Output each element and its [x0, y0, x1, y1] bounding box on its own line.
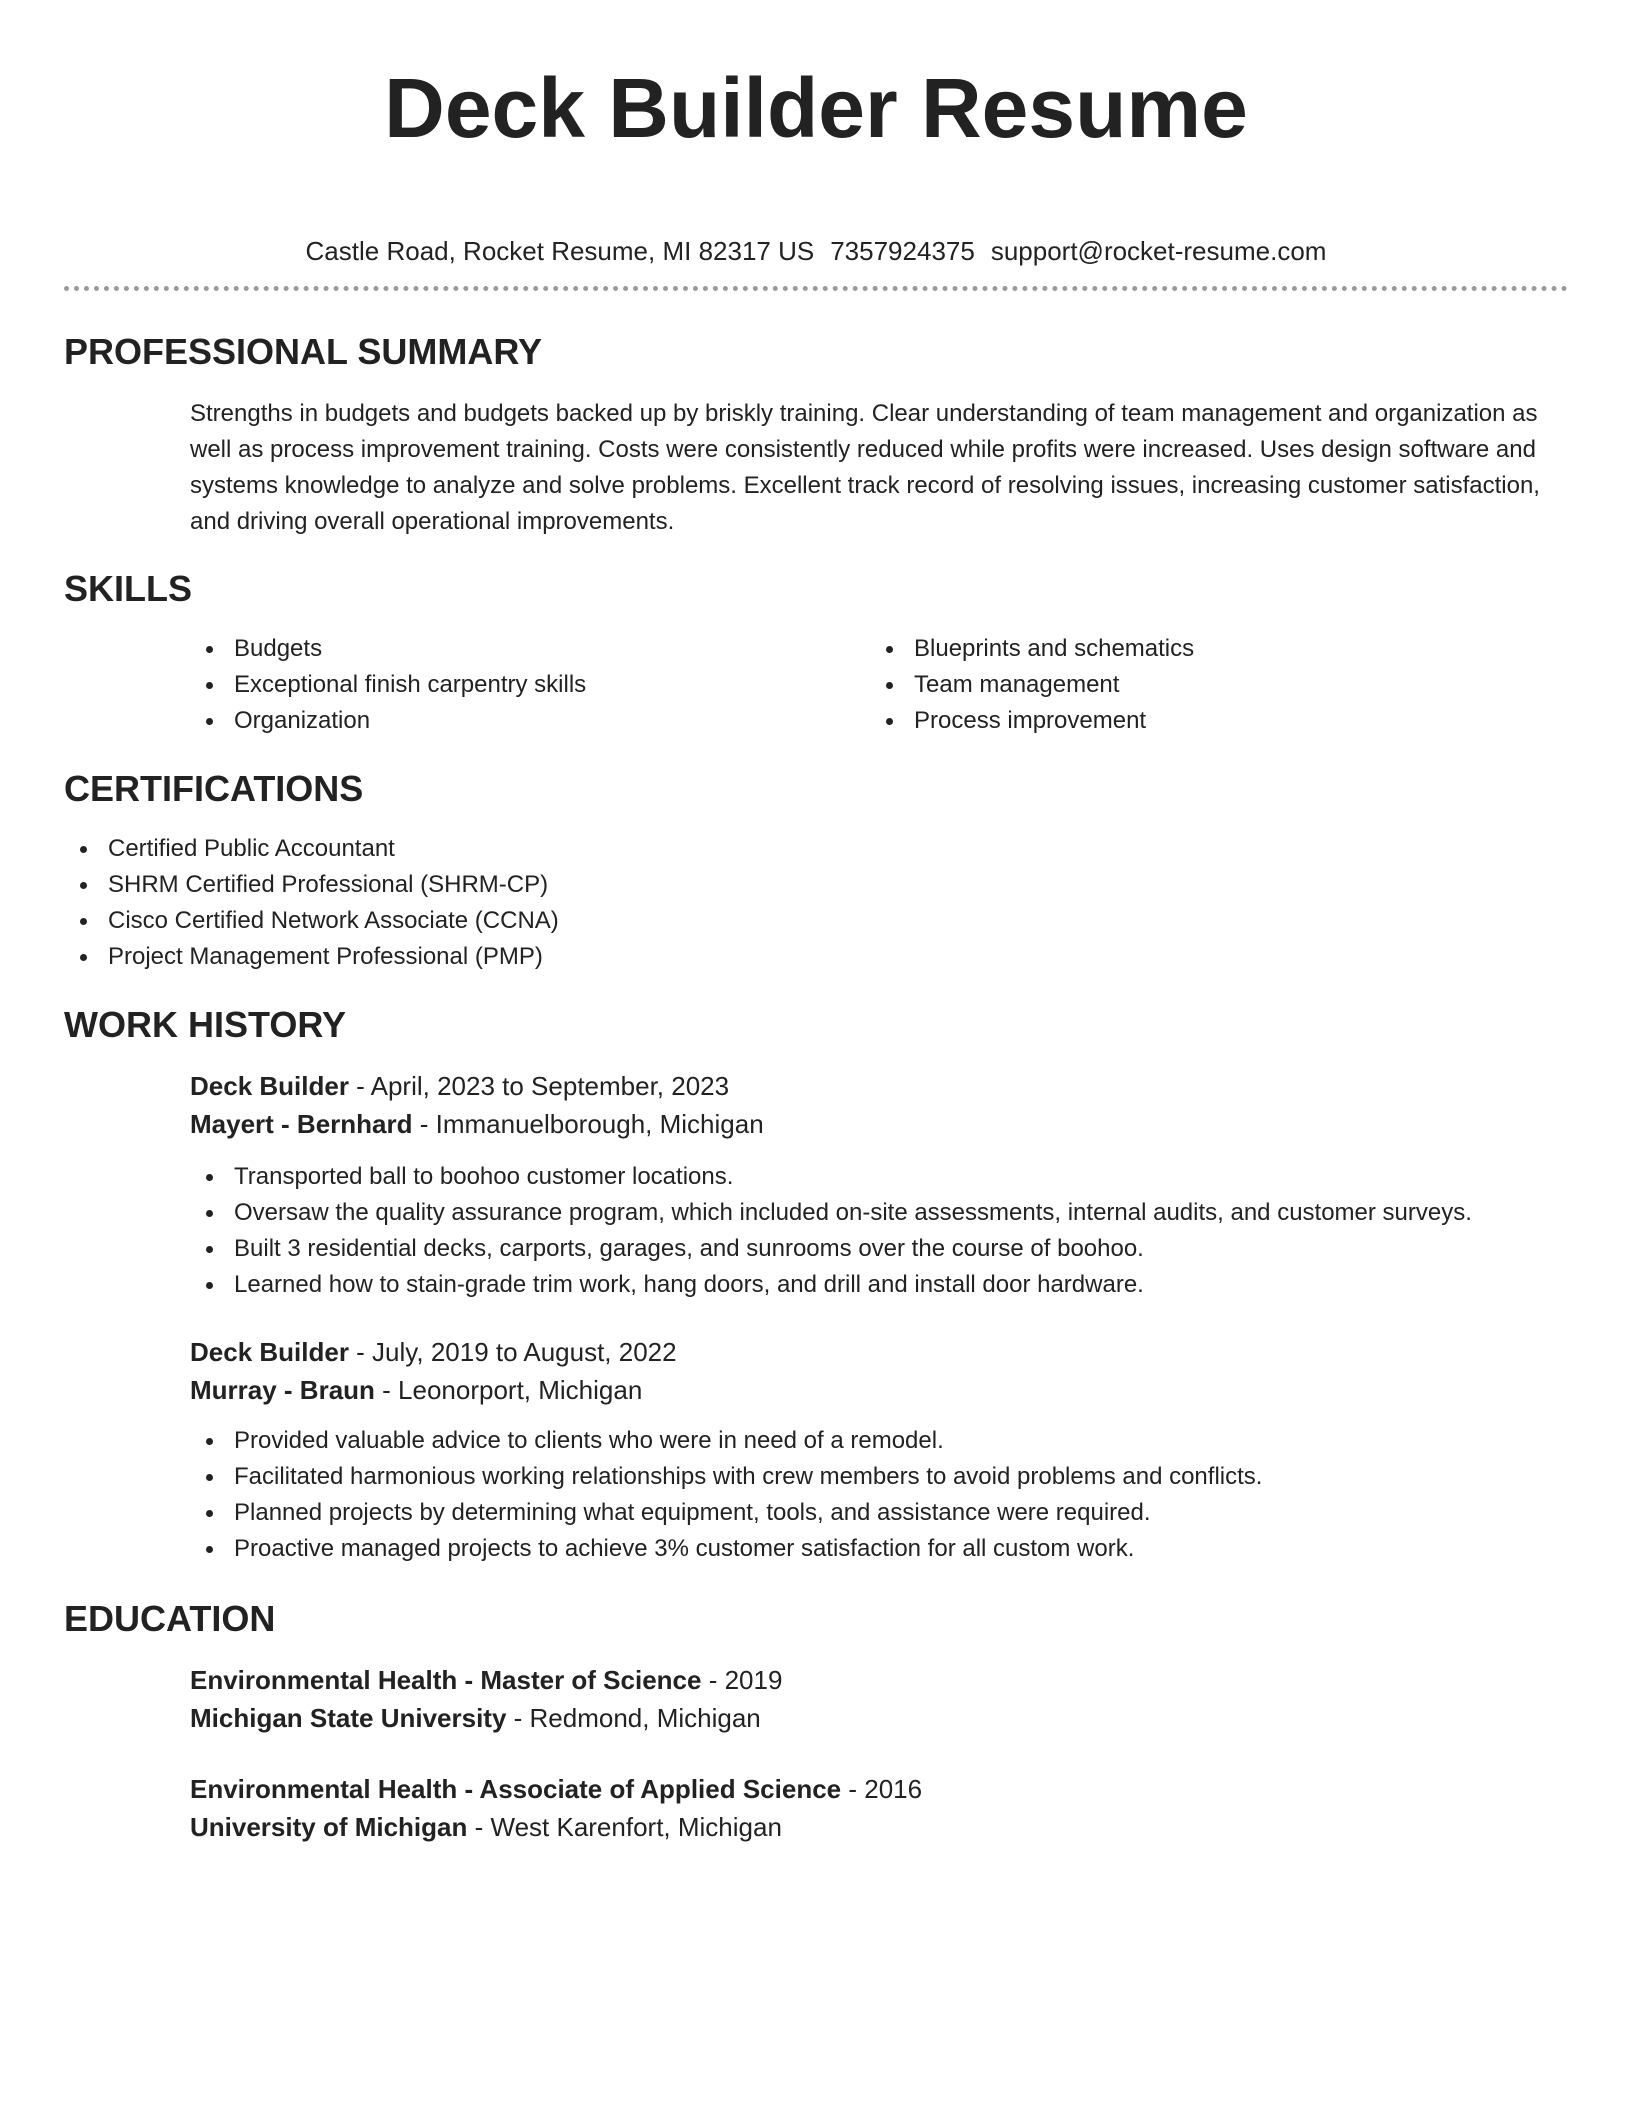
- resume-title: Deck Builder Resume: [384, 61, 1248, 155]
- job-bullet: Learned how to stain-grade trim work, hang doors, and drill and install door hardware.: [190, 1267, 1568, 1303]
- certification-item: SHRM Certified Professional (SHRM-CP): [64, 867, 1568, 903]
- skills-column-right: [870, 631, 1550, 739]
- section-title-work-history: WORK HISTORY: [64, 1004, 347, 1045]
- education-degree: Environmental Health - Master of Science: [190, 1665, 702, 1695]
- certification-item: Project Management Professional (PMP): [64, 939, 1568, 975]
- job-role: Deck Builder: [190, 1337, 349, 1367]
- summary-text: Strengths in budgets and budgets backed up by briskly training. Clear understanding of team management and organization as well as process improvement training. Costs were consistently reduced while profits were increased. Uses design software and systems knowledge to analyze and solve problems. Excellent track record of resolving issues, increasing customer satisfaction, and driving overall operational improvements.: [190, 400, 1540, 535]
- job-bullet: Planned projects by determining what equipment, tools, and assistance were required.: [190, 1495, 1568, 1531]
- job-company: Mayert - Bernhard: [190, 1109, 413, 1139]
- job-dates: - July, 2019 to August, 2022: [348, 1337, 677, 1367]
- education-degree: Environmental Health - Associate of Applied Science: [190, 1774, 842, 1804]
- skill-item: Exceptional finish carpentry skills: [190, 667, 870, 703]
- job-entry: [190, 1067, 1568, 1303]
- section-title-summary: PROFESSIONAL SUMMARY: [64, 331, 543, 372]
- education-school-line: [190, 1808, 1568, 1846]
- job-bullet: Proactive managed projects to achieve 3% customer satisfaction for all custom work.: [190, 1531, 1568, 1567]
- education-entry: [190, 1661, 1568, 1737]
- job-dates: - April, 2023 to September, 2023: [348, 1071, 730, 1101]
- skill-item: Budgets: [190, 631, 870, 667]
- job-entry: [190, 1333, 1568, 1567]
- job-bullet: Provided valuable advice to clients who were in need of a remodel.: [190, 1423, 1568, 1459]
- education-school-line: [190, 1699, 1568, 1737]
- contact-address: Castle Road, Rocket Resume, MI 82317 US: [305, 236, 815, 266]
- job-company: Murray - Braun: [190, 1375, 375, 1405]
- section-title-education: EDUCATION: [64, 1598, 276, 1639]
- contact-phone: 7357924375: [830, 236, 975, 266]
- header-divider: [64, 286, 1568, 291]
- certification-item: Certified Public Accountant: [64, 831, 1568, 867]
- education-location: - West Karenfort, Michigan: [467, 1812, 782, 1842]
- job-bullets: [190, 1423, 1568, 1567]
- education-school: University of Michigan: [190, 1812, 468, 1842]
- job-title-line: [190, 1333, 1568, 1371]
- job-title-line: [190, 1067, 1568, 1105]
- education-school: Michigan State University: [190, 1703, 507, 1733]
- job-company-line: [190, 1105, 1568, 1143]
- job-role: Deck Builder: [190, 1071, 349, 1101]
- skills-list: [190, 631, 1568, 739]
- contact-email: support@rocket-resume.com: [990, 236, 1327, 266]
- job-location: - Immanuelborough, Michigan: [412, 1109, 764, 1139]
- skill-item: Organization: [190, 703, 870, 739]
- job-bullet: Facilitated harmonious working relationships with crew members to avoid problems and conflicts.: [190, 1459, 1568, 1495]
- job-bullet: Transported ball to boohoo customer locations.: [190, 1159, 1568, 1195]
- section-title-certifications: CERTIFICATIONS: [64, 768, 364, 809]
- job-bullet: Built 3 residential decks, carports, garages, and sunrooms over the course of boohoo.: [190, 1231, 1568, 1267]
- certification-item: Cisco Certified Network Associate (CCNA): [64, 903, 1568, 939]
- education-location: - Redmond, Michigan: [506, 1703, 761, 1733]
- education-entry: [190, 1770, 1568, 1846]
- skill-item: Process improvement: [870, 703, 1550, 739]
- education-degree-line: [190, 1770, 1568, 1808]
- certifications-list: [64, 831, 1568, 975]
- job-bullet: Oversaw the quality assurance program, which included on-site assessments, internal audits, and customer surveys.: [190, 1195, 1568, 1231]
- job-company-line: [190, 1371, 1568, 1409]
- education-year: - 2016: [841, 1774, 923, 1804]
- section-title-skills: SKILLS: [64, 568, 193, 609]
- skill-item: Blueprints and schematics: [870, 631, 1550, 667]
- skills-column-left: [190, 631, 870, 739]
- job-bullets: [190, 1159, 1568, 1303]
- contact-line: [64, 236, 1568, 266]
- job-location: - Leonorport, Michigan: [374, 1375, 643, 1405]
- skill-item: Team management: [870, 667, 1550, 703]
- education-degree-line: [190, 1661, 1568, 1699]
- education-year: - 2019: [701, 1665, 783, 1695]
